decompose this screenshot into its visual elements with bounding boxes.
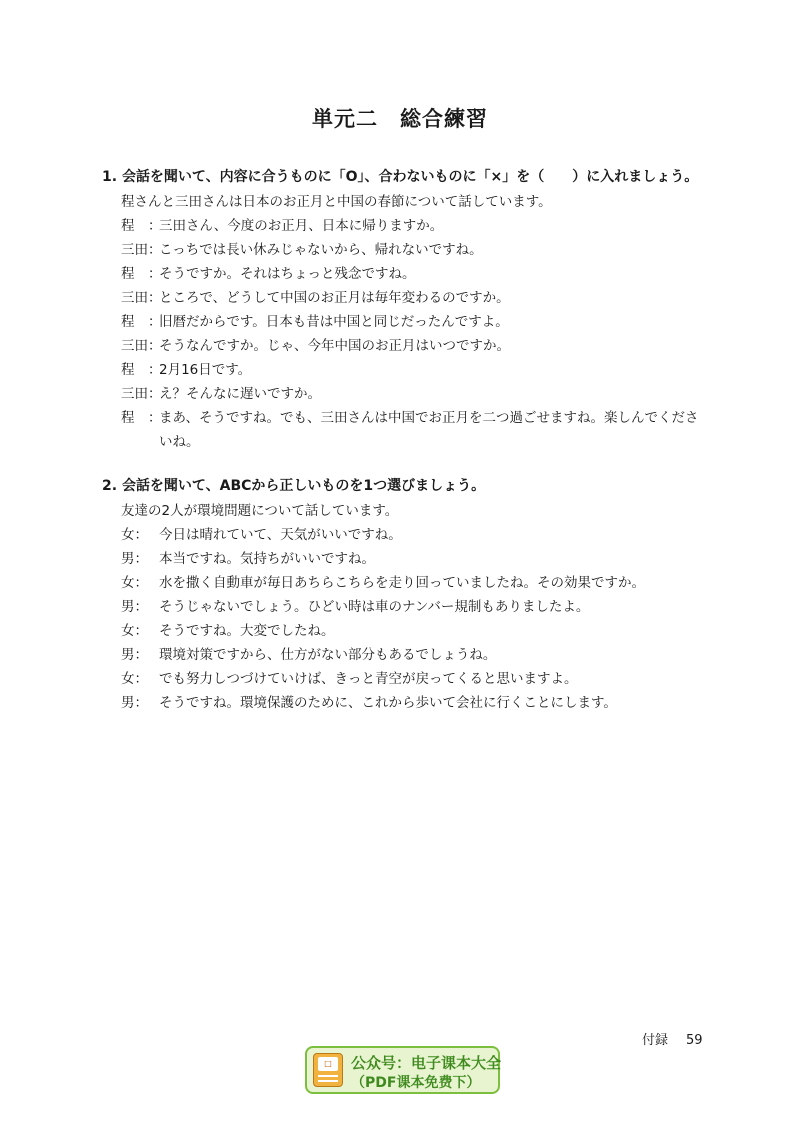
watermark-line-1: 公众号：电子课本大全 [351,1054,502,1072]
dialogue-line [121,643,496,663]
dialogue-text: 水を撒く自動車が毎日あちらこちらを走り回っていましたね。その効果ですか。 [159,575,645,591]
dialogue-line [121,286,510,306]
dialogue-line [121,691,617,711]
speaker-label: 男： [121,551,148,567]
dialogue-text: ところで、どうして中国のお正月は毎年変わるのですか。 [159,290,510,306]
dialogue-text: そうですね。環境保護のために、これから歩いて会社に行くことにします。 [159,695,617,711]
dialogue-text: 環境対策ですから、仕方がない部分もあるでしょうね。 [159,647,497,663]
dialogue-line [121,334,510,354]
section-instruction: 会話を聞いて、ABCから正しいものを1つ選びましょう。 [121,478,486,494]
dialogue-text: 本当ですね。気持ちがいいですね。 [159,551,375,567]
section-2-heading [102,475,485,495]
section-2-intro: 友達の2人が環境問題について話しています。 [121,503,399,519]
section-1-intro: 程さんと三田さんは日本のお正月と中国の春節について話しています。 [121,194,552,210]
dialogue-text: 2月16日です。 [159,362,252,378]
page-footer [642,1029,703,1048]
speaker-label: 男： [121,647,148,663]
dialogue-line [121,595,589,615]
speaker-label: 程 ： [121,362,162,378]
dialogue-text: え？そんなに遅いですか。 [159,386,321,402]
dialogue-line [121,619,335,639]
dialogue-text: 三田さん、今度のお正月、日本に帰りますか。 [159,218,444,234]
dialogue-text: 旧暦だからです。日本も昔は中国と同じだったんですよ。 [159,314,509,330]
speaker-label: 男： [121,599,148,615]
speaker-label: 三田： [121,386,162,402]
speaker-label: 三田： [121,242,162,258]
speaker-label: 程 ： [121,410,162,426]
dialogue-text: でも努力しつづけていけば、きっと青空が戻ってくると思いますよ。 [159,671,578,687]
watermark-line-2: （PDF课本免费下） [351,1075,481,1091]
speaker-label: 三田： [121,290,162,306]
dialogue-line [121,238,483,258]
dialogue-line [121,406,698,426]
dialogue-text: こっちでは長い休みじゃないから、帰れないですね。 [159,242,483,258]
dialogue-text: そうなんですか。じゃ、今年中国のお正月はいつですか。 [159,338,510,354]
dialogue-text: 今日は晴れていて、天気がいいですね。 [159,527,402,543]
speaker-label: 三田： [121,338,162,354]
book-icon: □ [313,1053,343,1087]
dialogue-line [121,571,645,591]
watermark-badge [305,1046,500,1094]
speaker-label: 程 ： [121,314,162,330]
page-title: 単元二 総合練習 [312,107,488,131]
dialogue-line [121,214,443,234]
dialogue-line [121,523,402,543]
speaker-label: 女： [121,623,148,639]
speaker-label: 女： [121,575,148,591]
dialogue-text: そうですか。それはちょっと残念ですね。 [159,266,416,282]
speaker-label: 男： [121,695,148,711]
speaker-label: 程 ： [121,218,162,234]
speaker-label: 女： [121,671,148,687]
dialogue-line [121,547,375,567]
dialogue-line [121,358,251,378]
section-instruction: 会話を聞いて、内容に合うものに「O」、合わないものに「×」を（ ）に入れましょう。 [121,169,699,185]
dialogue-text: そうじゃないでしょう。ひどい時は車のナンバー規制もありましたよ。 [159,599,590,615]
dialogue-line [121,262,416,282]
appendix-label: 付録 [642,1033,669,1048]
dialogue-continuation: いね。 [159,434,200,450]
dialogue-line [121,310,509,330]
section-1-heading [102,166,698,186]
dialogue-text: まあ、そうですね。でも、三田さんは中国でお正月を二つ過ごせますね。楽しんでくださ [159,410,699,426]
speaker-label: 女： [121,527,148,543]
speaker-label: 程 ： [121,266,162,282]
dialogue-line [121,382,321,402]
page-number: 59 [686,1033,703,1048]
dialogue-text: そうですね。大変でしたね。 [159,623,335,639]
dialogue-line [121,667,578,687]
section-number: 1. [102,169,118,185]
section-number: 2. [102,478,118,494]
